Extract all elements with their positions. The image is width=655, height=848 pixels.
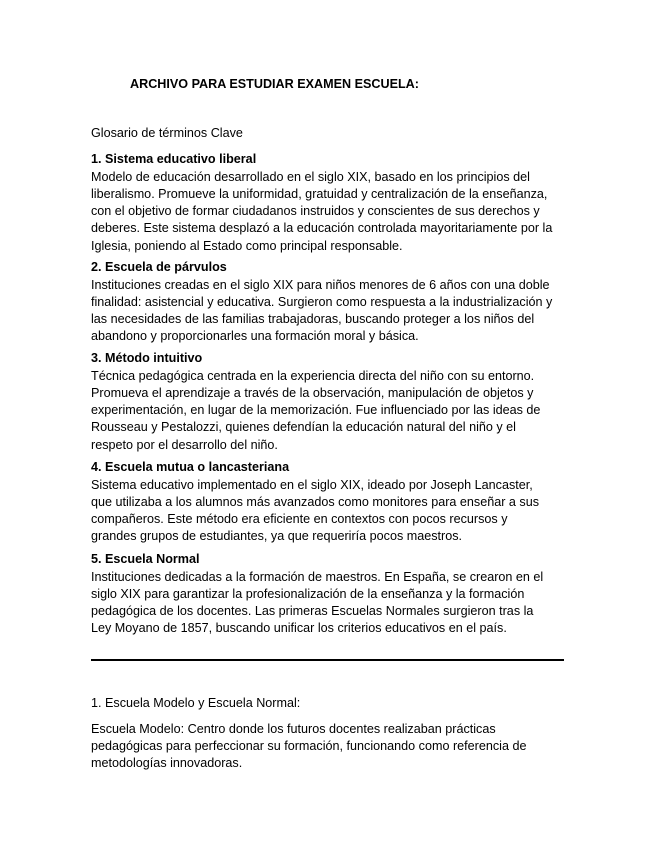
term-escuela-normal [91, 551, 571, 638]
term-text-line: que utilizaba a los alumnos más avanzados como monitores para enseñar a sus [91, 494, 540, 509]
term-text-line: Rousseau y Pestalozzi, quienes defendían la educación natural del niño y el [91, 420, 516, 435]
glossary-heading: Glosario de términos Clave [91, 126, 243, 140]
horizontal-divider [91, 659, 564, 661]
term-text-line: siglo XIX para garantizar la profesionalización de la enseñanza y la formación [91, 586, 525, 601]
term-text-line: respeto por el desarrollo del niño. [91, 437, 278, 452]
section-paragraph [91, 721, 526, 773]
term-text-line: abandono y proporcionarles una formación moral y básica. [91, 329, 419, 344]
term-text-line: finalidad: asistencial y educativa. Surgieron como respuesta a la industrialización y [91, 294, 553, 309]
term-text-line: con el objetivo de formar ciudadanos instruidos y conscientes de sus derechos y [91, 204, 540, 219]
term-text-line: liberalismo. Promueve la uniformidad, gratuidad y centralización de la enseñanza, [91, 186, 548, 201]
term-metodo-intuitivo [91, 350, 571, 454]
term-text-line: Instituciones dedicadas a la formación de maestros. En España, se crearon en el [91, 569, 544, 584]
term-sistema-educativo-liberal [91, 151, 571, 255]
term-escuela-de-parvulos [91, 259, 571, 346]
paragraph-line: metodologías innovadoras. [91, 756, 243, 771]
term-text-line: las necesidades de las familias trabajadoras, buscando proteger a los niños del [91, 312, 535, 327]
page-title: ARCHIVO PARA ESTUDIAR EXAMEN ESCUELA: [130, 77, 419, 91]
term-text-line: Instituciones creadas en el siglo XIX para niños menores de 6 años con una doble [91, 277, 550, 292]
term-text-line: compañeros. Este método era eficiente en contextos con pocos recursos y [91, 512, 508, 527]
term-text-line: grandes grupos de estudiantes, ya que requeriría pocos maestros. [91, 529, 463, 544]
term-title: 2. Escuela de párvulos [91, 260, 227, 274]
term-title: 4. Escuela mutua o lancasteriana [91, 460, 290, 474]
term-text-line: pedagógica de los docentes. Las primeras Escuelas Normales surgieron tras la [91, 604, 534, 619]
term-text-line: Sistema educativo implementado en el siglo XIX, ideado por Joseph Lancaster, [91, 477, 533, 492]
section-heading: 1. Escuela Modelo y Escuela Normal: [91, 696, 301, 710]
term-title: 5. Escuela Normal [91, 552, 200, 566]
term-escuela-mutua [91, 459, 571, 546]
paragraph-line: Escuela Modelo: Centro donde los futuros docentes realizaban prácticas [91, 722, 496, 736]
term-text-line: deberes. Este sistema desplazó a la educación controlada mayoritariamente por la [91, 221, 553, 236]
term-title: 1. Sistema educativo liberal [91, 152, 257, 166]
term-title: 3. Método intuitivo [91, 351, 203, 365]
term-text-line: Iglesia, poniendo al Estado como principal responsable. [91, 238, 403, 253]
term-text-line: experimentación, en lugar de la memorización. Fue influenciado por las ideas de [91, 403, 541, 418]
term-text-line: Modelo de educación desarrollado en el siglo XIX, basado en los principios del [91, 169, 530, 184]
paragraph-line: pedagógicas para perfeccionar su formación, funcionando como referencia de [91, 739, 527, 754]
term-text-line: Ley Moyano de 1857, buscando unificar los criterios educativos en el país. [91, 621, 507, 636]
term-text-line: Técnica pedagógica centrada en la experiencia directa del niño con su entorno. [91, 368, 535, 383]
term-text-line: Promueva el aprendizaje a través de la observación, manipulación de objetos y [91, 385, 534, 400]
